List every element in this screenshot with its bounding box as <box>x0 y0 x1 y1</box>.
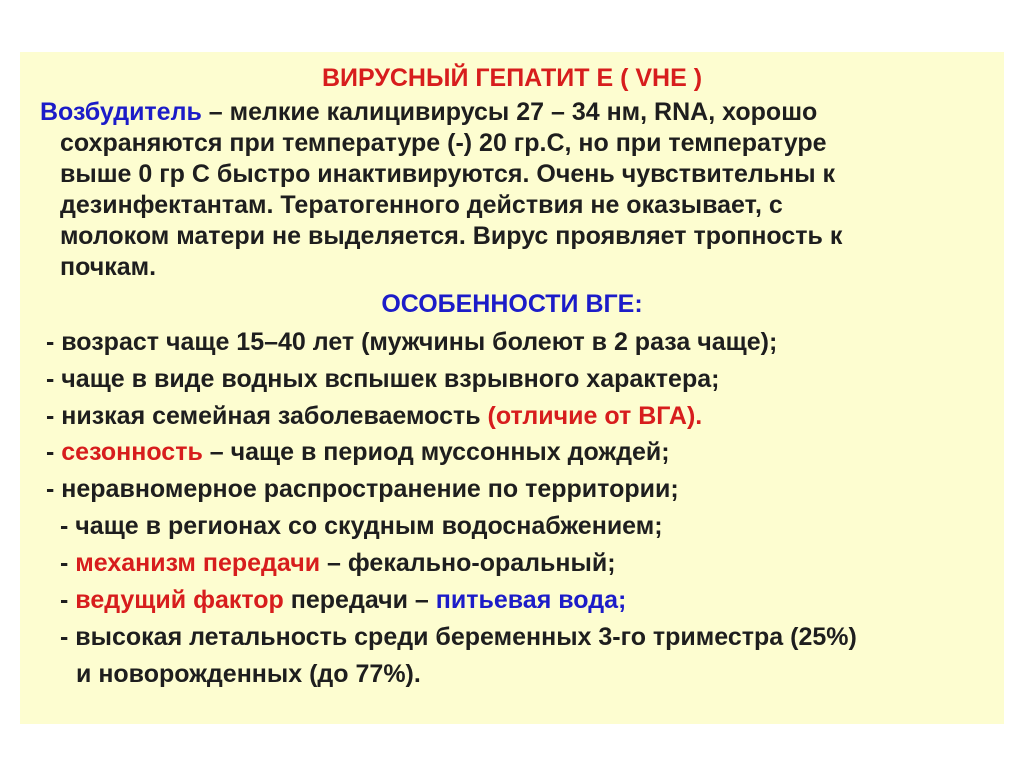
feature-mechanism-term: механизм передачи <box>75 549 321 577</box>
feature-factor-mid: передачи – <box>283 586 436 614</box>
intro-line-1-rest: – мелкие калицивирусы 27 – 34 нм, RNA, хорошо <box>201 98 818 126</box>
feature-factor-dash: - <box>60 586 76 614</box>
slide-title: ВИРУСНЫЙ ГЕПАТИТ Е ( VHE ) <box>321 64 703 92</box>
slide <box>20 52 1004 724</box>
intro-line-6: почкам. <box>60 253 157 281</box>
intro-line-5: молоком матери не выделяется. Вирус проявляет тропность к <box>60 222 843 250</box>
feature-factor-term: ведущий фактор <box>75 586 284 614</box>
feature-season-rest: – чаще в период муссонных дождей; <box>202 438 670 466</box>
intro-line-2: сохраняются при температуре (-) 20 гр.С, но при температуре <box>60 129 827 157</box>
feature-mechanism-dash: - <box>60 549 76 577</box>
feature-outbreaks: - чаще в виде водных вспышек взрывного характера; <box>46 365 720 393</box>
feature-factor-value: питьевая вода; <box>435 586 627 614</box>
feature-mortality-2: и новорожденных (до 77%). <box>76 660 421 688</box>
feature-uneven: - неравномерное распространение по территории; <box>46 475 679 503</box>
feature-factor <box>60 584 626 616</box>
feature-mortality-1: - высокая летальность среди беременных 3-го триместра (25%) <box>60 623 857 651</box>
features-heading: ОСОБЕННОСТИ ВГЕ: <box>381 290 643 318</box>
intro-line-1 <box>40 96 817 128</box>
feature-mechanism <box>60 547 616 579</box>
feature-family-note: (отличие от ВГА). <box>487 402 703 430</box>
intro-line-4: дезинфектантам. Тератогенного действия не оказывает, с <box>60 191 783 219</box>
feature-mechanism-rest: – фекально-оральный; <box>320 549 616 577</box>
intro-line-3: выше 0 гр С быстро инактивируются. Очень чувствительны к <box>60 160 836 188</box>
feature-family <box>46 400 702 432</box>
intro-lead: Возбудитель <box>40 98 202 126</box>
feature-season-dash: - <box>46 438 62 466</box>
feature-family-text: - низкая семейная заболеваемость <box>46 402 488 430</box>
feature-age: - возраст чаще 15–40 лет (мужчины болеют в 2 раза чаще); <box>46 328 778 356</box>
feature-regions: - чаще в регионах со скудным водоснабжением; <box>60 512 663 540</box>
feature-season-term: сезонность <box>61 438 203 466</box>
feature-season <box>46 436 670 468</box>
